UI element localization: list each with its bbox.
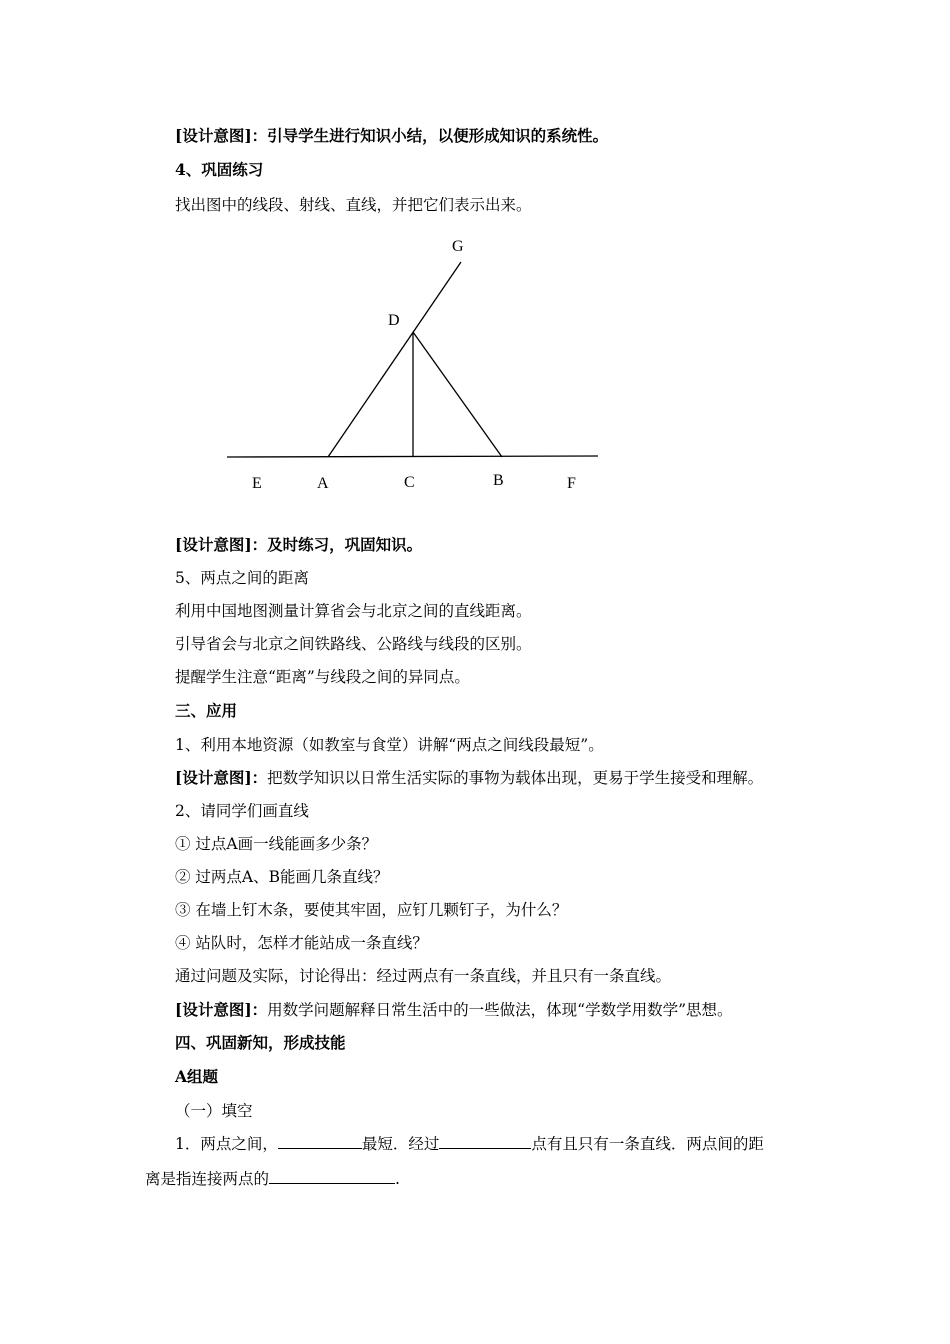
- group-heading: A组题: [175, 1067, 219, 1086]
- question-item: ③ 在墙上钉木条，要使其牢固，应钉几颗钉子，为什么？: [175, 901, 568, 919]
- fill-question-1: [175, 1134, 764, 1154]
- body-text: 提醒学生注意“距离”与线段之间的异同点。: [175, 668, 470, 686]
- ray-ag: [328, 262, 461, 457]
- answer-blank[interactable]: [269, 1169, 395, 1184]
- body-text: 通过问题及实际，讨论得出：经过两点有一条直线，并且只有一条直线。: [175, 967, 672, 985]
- question-item: ② 过两点A、B能画几条直线？: [175, 868, 389, 886]
- design-intent-tag: [设计意图]：: [175, 768, 268, 787]
- segment-db: [413, 332, 502, 457]
- label-e: E: [252, 475, 262, 492]
- design-intent-2: [175, 535, 422, 555]
- question-text: 1．两点之间，: [175, 1135, 278, 1153]
- design-intent-1: [175, 126, 608, 146]
- label-a: A: [317, 475, 329, 492]
- question-text: .: [395, 1170, 400, 1188]
- section-heading-application: 三、应用: [175, 701, 238, 720]
- design-intent-text: 及时练习，巩固知识。: [267, 535, 423, 554]
- question-text: 点有且只有一条直线．两点间的距: [531, 1135, 764, 1153]
- label-b: B: [493, 472, 504, 489]
- question-text: 最短．经过: [361, 1135, 440, 1153]
- geometry-figure: [0, 225, 950, 505]
- subsection-heading: （一）填空: [175, 1102, 253, 1120]
- fill-question-1-cont: [145, 1169, 400, 1189]
- design-intent-text: 用数学问题解释日常生活中的一些做法，体现“学数学用数学”思想。: [267, 1001, 733, 1019]
- section-heading-distance: 5、两点之间的距离: [175, 569, 309, 587]
- section-heading-consolidate: 四、巩固新知，形成技能: [175, 1033, 346, 1052]
- answer-blank[interactable]: [439, 1134, 531, 1149]
- design-intent-text: 引导学生进行知识小结，以便形成知识的系统性。: [267, 126, 609, 145]
- instruction-text: 找出图中的线段、射线、直线，并把它们表示出来。: [175, 196, 532, 214]
- design-intent-tag: [设计意图]：: [175, 1000, 268, 1019]
- design-intent-4: [175, 1000, 733, 1020]
- design-intent-tag: [设计意图]：: [175, 535, 268, 554]
- label-g: G: [452, 238, 464, 255]
- body-text: 1、利用本地资源（如教室与食堂）讲解“两点之间线段最短”。: [175, 736, 604, 754]
- answer-blank[interactable]: [278, 1134, 362, 1149]
- question-item: ① 过点A画一线能画多少条？: [175, 835, 378, 853]
- body-text: 2、请同学们画直线: [175, 802, 309, 820]
- label-c: C: [404, 474, 415, 491]
- design-intent-3: [175, 768, 763, 788]
- design-intent-text: 把数学知识以日常生活实际的事物为载体出现，更易于学生接受和理解。: [267, 769, 764, 787]
- section-heading-practice: 4、巩固练习: [175, 160, 264, 179]
- body-text: 利用中国地图测量计算省会与北京之间的直线距离。: [175, 602, 532, 620]
- question-item: ④ 站队时，怎样才能站成一条直线？: [175, 934, 428, 952]
- question-text: 离是指连接两点的: [145, 1170, 270, 1188]
- label-d: D: [388, 312, 400, 329]
- label-f: F: [567, 475, 576, 492]
- body-text: 引导省会与北京之间铁路线、公路线与线段的区别。: [175, 635, 532, 653]
- design-intent-tag: [设计意图]：: [175, 126, 268, 145]
